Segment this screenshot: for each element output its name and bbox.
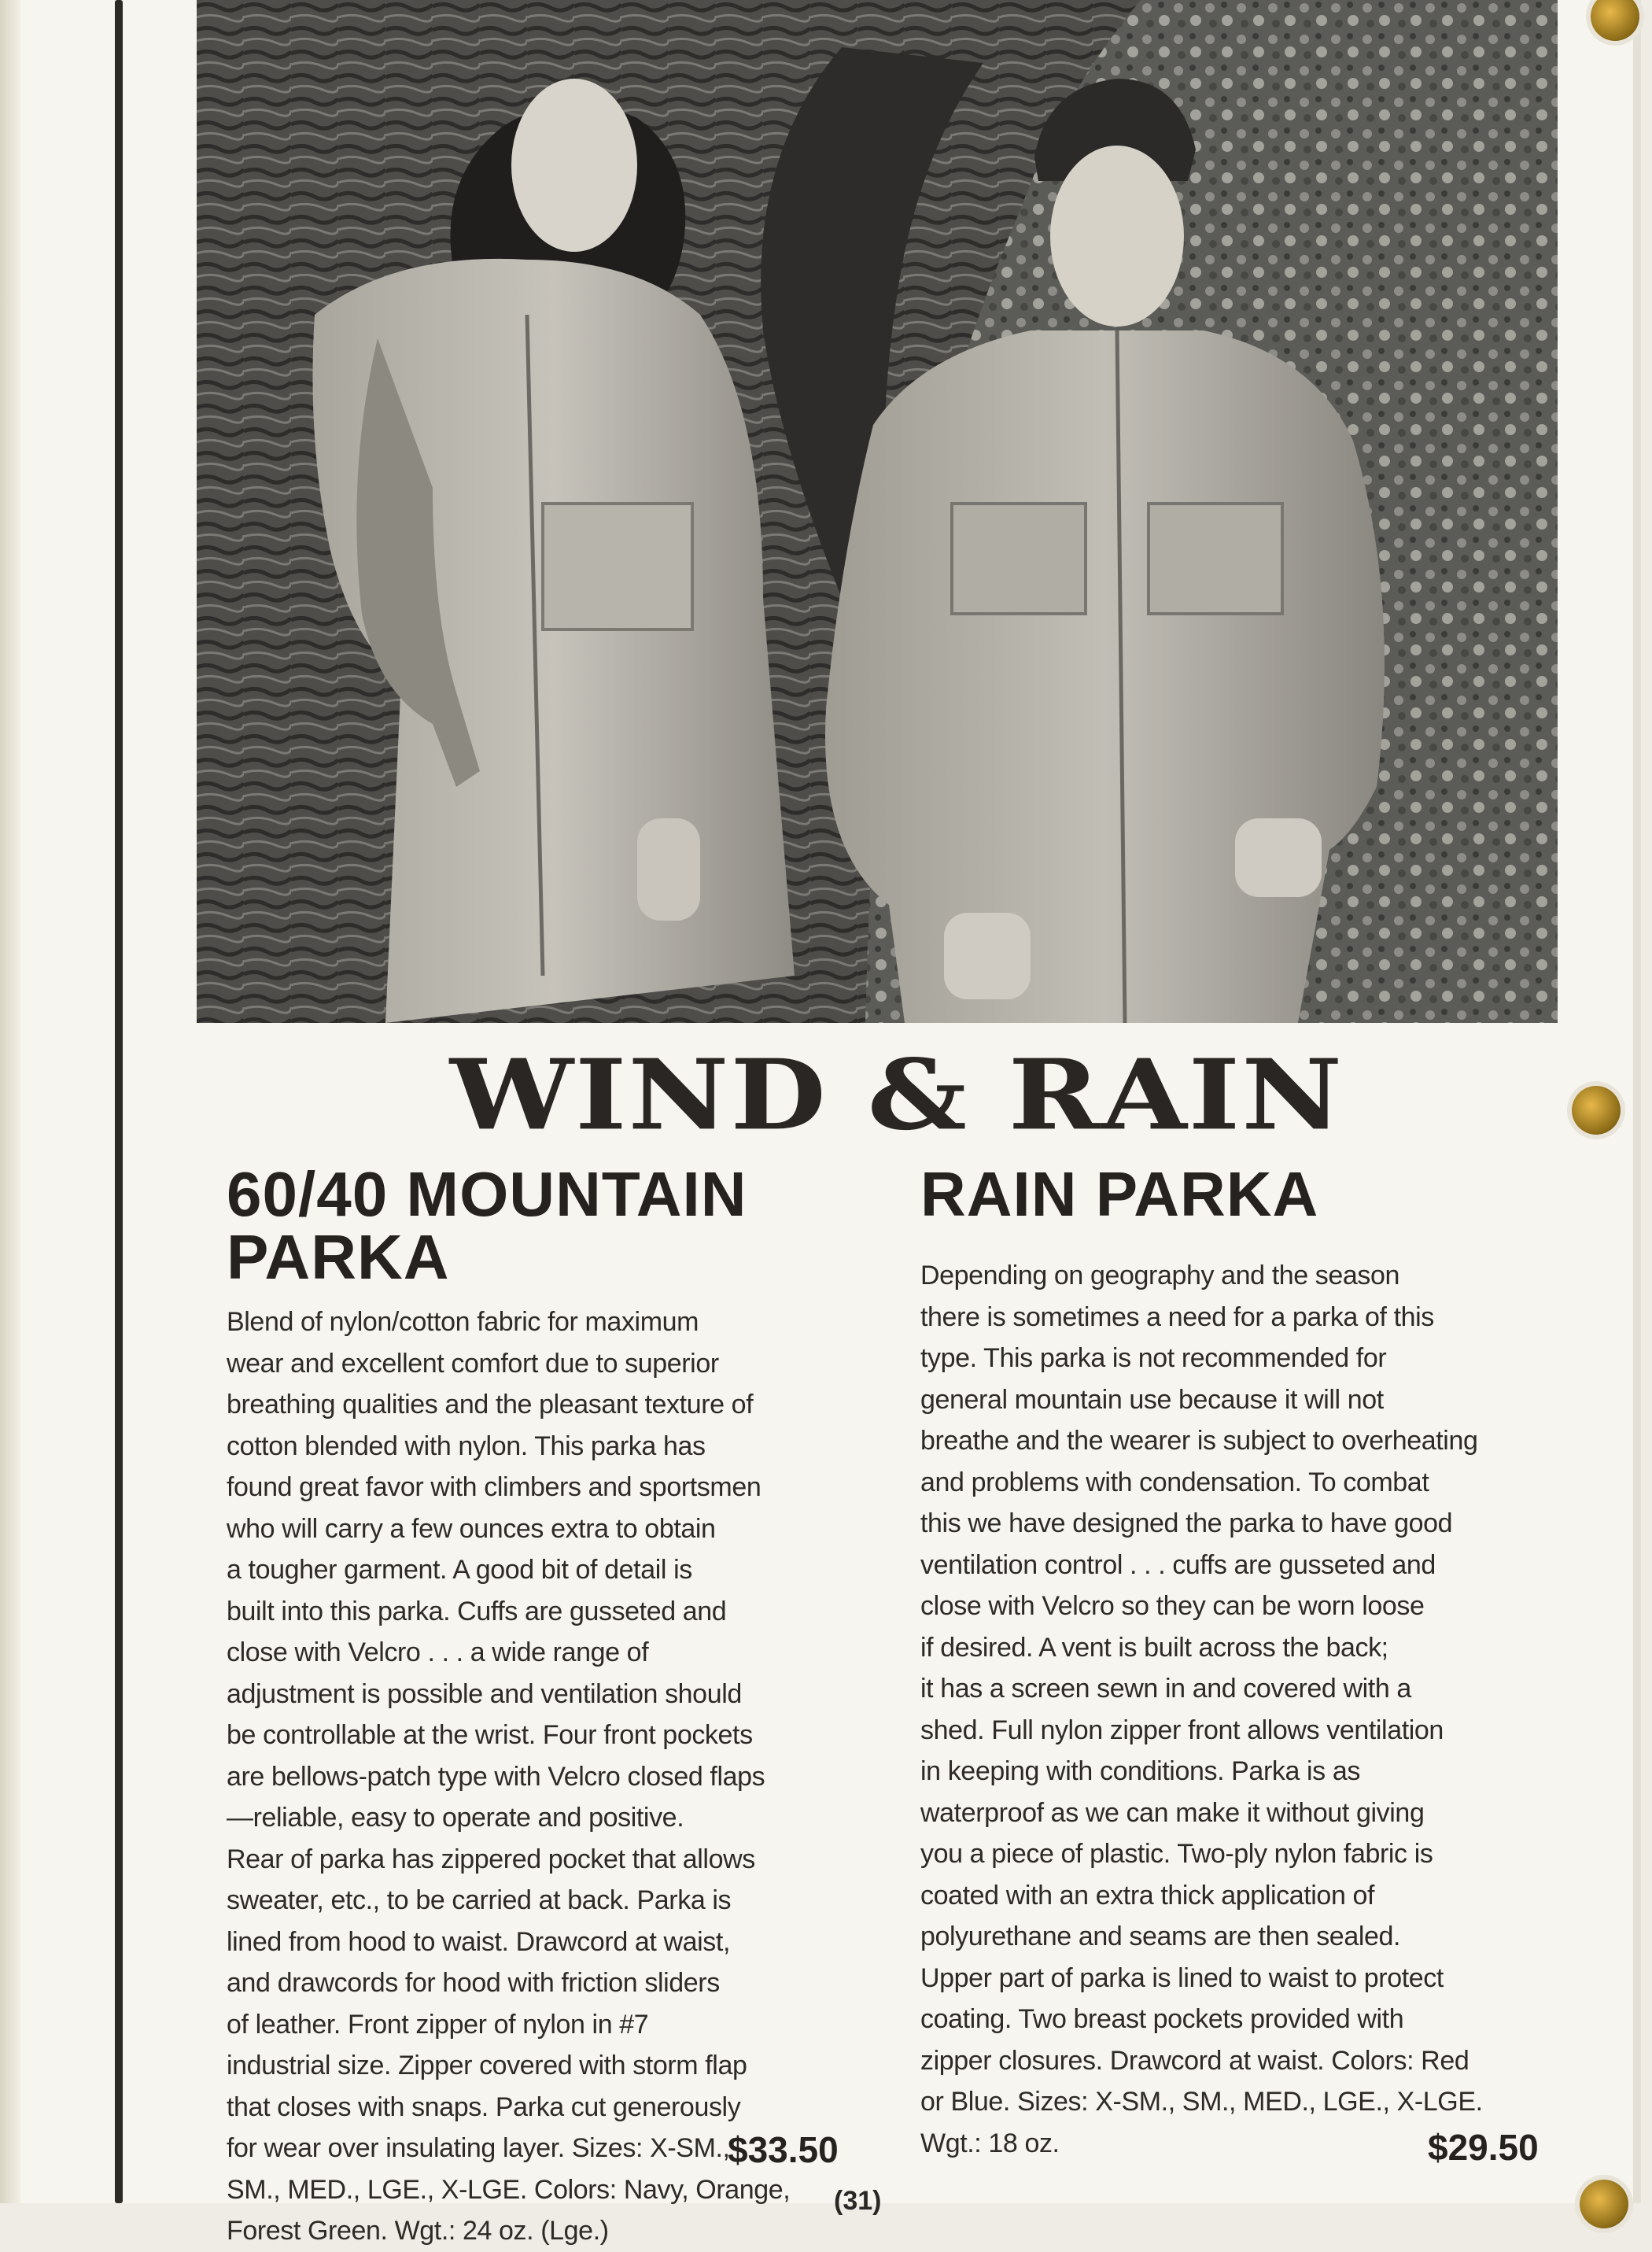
description-line: SM., MED., LGE., X-LGE. Colors: Navy, Orange, (227, 2174, 791, 2205)
rain-parka-title: RAIN PARKA (920, 1159, 1319, 1229)
page-number: (31) (834, 2186, 882, 2216)
description-line: for wear over insulating layer. Sizes: X-SM., (227, 2133, 730, 2163)
description-line: this we have designed the parka to have good (920, 1508, 1453, 1538)
description-line: breathing qualities and the pleasant texture of (227, 1390, 754, 1419)
description-line: a tougher garment. A good bit of detail is (227, 1555, 692, 1585)
rain-parka-description (920, 1255, 1542, 2164)
description-line: coating. Two breast pockets provided with (920, 2004, 1404, 2034)
description-line: ventilation control . . . cuffs are gusseted and (920, 1549, 1436, 1580)
description-line: if desired. A vent is built across the back; (920, 1632, 1388, 1663)
description-line: in keeping with conditions. Parka is as (920, 1756, 1360, 1786)
description-line: sweater, etc., to be carried at back. Parka is (227, 1885, 732, 1915)
description-line: polyurethane and seams are then sealed. (920, 1922, 1401, 1951)
mountain-parka-column (227, 1159, 848, 2252)
description-line: built into this parka. Cuffs are gusseted and (227, 1596, 727, 1626)
rain-parka-price: $29.50 (1428, 2127, 1539, 2168)
description-line: Rear of parka has zippered pocket that allows (227, 1844, 755, 1874)
description-line: that closes with snaps. Parka cut generously (227, 2091, 741, 2122)
description-line: there is sometimes a need for a parka of this (920, 1301, 1434, 1332)
description-line: wear and excellent comfort due to superior (227, 1348, 719, 1379)
description-line: close with Velcro . . . a wide range of (227, 1637, 649, 1667)
description-line: lined from hood to waist. Drawcord at waist, (227, 1926, 731, 1957)
description-line: be controllable at the wrist. Four front pockets (227, 1720, 753, 1750)
mountain-parka-description (227, 1301, 824, 2252)
section-headline: WIND & RAIN (449, 1039, 1344, 1153)
description-line: who will carry a few ounces extra to obtain (227, 1513, 716, 1544)
mountain-parka-title (227, 1159, 848, 1292)
description-line: coated with an extra thick application of (920, 1880, 1375, 1911)
description-line: adjustment is possible and ventilation should (227, 1678, 742, 1709)
description-line: of leather. Front zipper of nylon in #7 (227, 2009, 649, 2040)
description-line: zipper closures. Drawcord at waist. Colors: Red (920, 2045, 1469, 2076)
description-line: Blend of nylon/cotton fabric for maximum (227, 1307, 699, 1337)
description-line: you a piece of plastic. Two-ply nylon fabric is (920, 1839, 1433, 1869)
description-line: type. This parka is not recommended for (920, 1343, 1387, 1373)
description-line: general mountain use because it will not (920, 1384, 1384, 1415)
binder-ring-bottom (1580, 2180, 1628, 2228)
mountain-parka-price: $33.50 (728, 2129, 839, 2170)
rain-parka-column (920, 1159, 1542, 2164)
description-line: Wgt.: 18 oz. (920, 2128, 1060, 2158)
description-line: close with Velcro so they can be worn loose (920, 1591, 1425, 1621)
description-line: industrial size. Zipper covered with storm flap (227, 2051, 747, 2080)
description-line: waterproof as we can make it without giving (920, 1797, 1425, 1828)
description-line: Forest Green. Wgt.: 24 oz. (Lge.) (227, 2216, 609, 2246)
description-line: and drawcords for hood with friction sliders (227, 1968, 720, 1998)
mountain-parka-title-line: 60/40 MOUNTAIN (227, 1159, 747, 1229)
description-line: it has a screen sewn in and covered with a (920, 1674, 1411, 1704)
mountain-parka-title-line: PARKA (227, 1222, 450, 1292)
description-line: are bellows-patch type with Velcro closed flaps (227, 1761, 765, 1792)
description-line: —reliable, easy to operate and positive. (227, 1803, 684, 1833)
description-line: shed. Full nylon zipper front allows ventilation (920, 1715, 1444, 1745)
description-line: Depending on geography and the season (920, 1261, 1400, 1290)
description-line: breathe and the wearer is subject to overheating (920, 1426, 1478, 1456)
description-line: or Blue. Sizes: X-SM., SM., MED., LGE., X-LGE. (920, 2087, 1483, 2117)
description-line: and problems with condensation. To combat (920, 1467, 1429, 1497)
description-line: found great favor with climbers and sportsmen (227, 1472, 761, 1502)
description-line: Upper part of parka is lined to waist to protect (920, 1962, 1444, 1993)
description-line: cotton blended with nylon. This parka has (227, 1431, 706, 1461)
product-photo (197, 0, 1558, 1023)
